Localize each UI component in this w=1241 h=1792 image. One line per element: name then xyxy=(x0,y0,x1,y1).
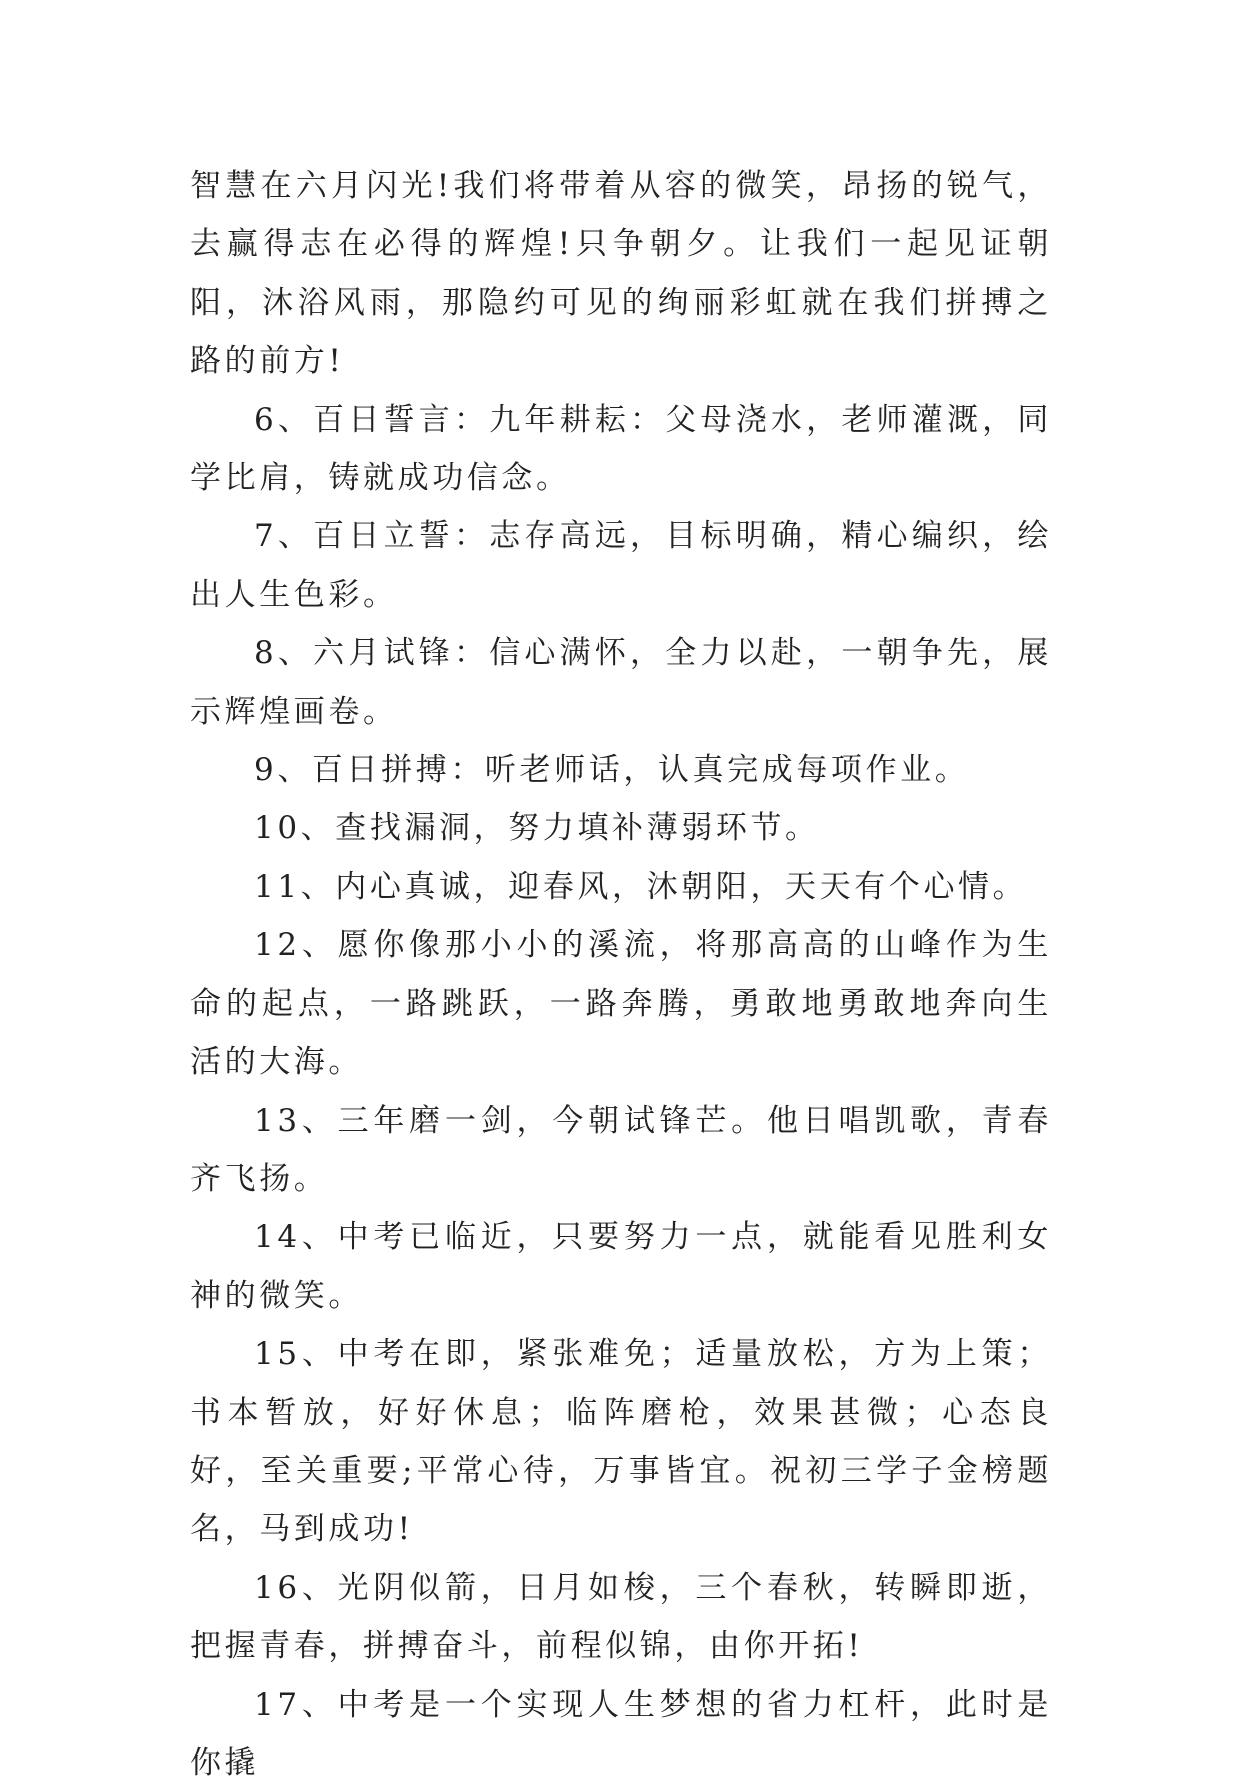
paragraph-item-13: 13、三年磨一剑，今朝试锋芒。他日唱凯歌，青春齐飞扬。 xyxy=(190,1102,1052,1197)
paragraph-item-17: 17、中考是一个实现人生梦想的省力杠杆，此时是你撬 xyxy=(190,1686,1052,1781)
paragraph-item-10: 10、查找漏洞，努力填补薄弱环节。 xyxy=(254,810,820,847)
paragraph-item-12: 12、愿你像那小小的溪流，将那高高的山峰作为生命的起点，一路跳跃，一路奔腾，勇敢地勇敢地奔向生活的大海。 xyxy=(190,927,1052,1081)
paragraph-item-7: 7、百日立誓：志存高远，目标明确，精心编织，绘出人生色彩。 xyxy=(190,518,1052,613)
paragraph-item-15: 15、中考在即，紧张难免；适量放松，方为上策；书本暂放，好好休息；临阵磨枪，效果甚微；心态良好，至关重要;平常心待，万事皆宜。祝初三学子金榜题名，马到成功! xyxy=(190,1336,1052,1548)
paragraph-item-14: 14、中考已临近，只要努力一点，就能看见胜利女神的微笑。 xyxy=(190,1219,1052,1314)
paragraph-item-9: 9、百日拼搏：听老师话，认真完成每项作业。 xyxy=(254,752,970,789)
paragraph-item-16: 16、光阴似箭，日月如梭，三个春秋，转瞬即逝，把握青春，拼搏奋斗，前程似锦，由你开拓! xyxy=(190,1569,1052,1665)
document-body xyxy=(190,157,1052,1792)
paragraph-item-11: 11、内心真诚，迎春风，沐朝阳，天天有个心情。 xyxy=(254,868,1028,905)
paragraph-item-8: 8、六月试锋：信心满怀，全力以赴，一朝争先，展示辉煌画卷。 xyxy=(190,635,1052,730)
paragraph-item-6: 6、百日誓言：九年耕耘：父母浇水，老师灌溉，同学比肩，铸就成功信念。 xyxy=(190,401,1052,497)
paragraph-intro-continued: 智慧在六月闪光!我们将带着从容的微笑，昂扬的锐气，去赢得志在必得的辉煌!只争朝夕。让我们一起见证朝阳，沐浴风雨，那隐约可见的绚丽彩虹就在我们拼搏之路的前方! xyxy=(190,168,1052,380)
